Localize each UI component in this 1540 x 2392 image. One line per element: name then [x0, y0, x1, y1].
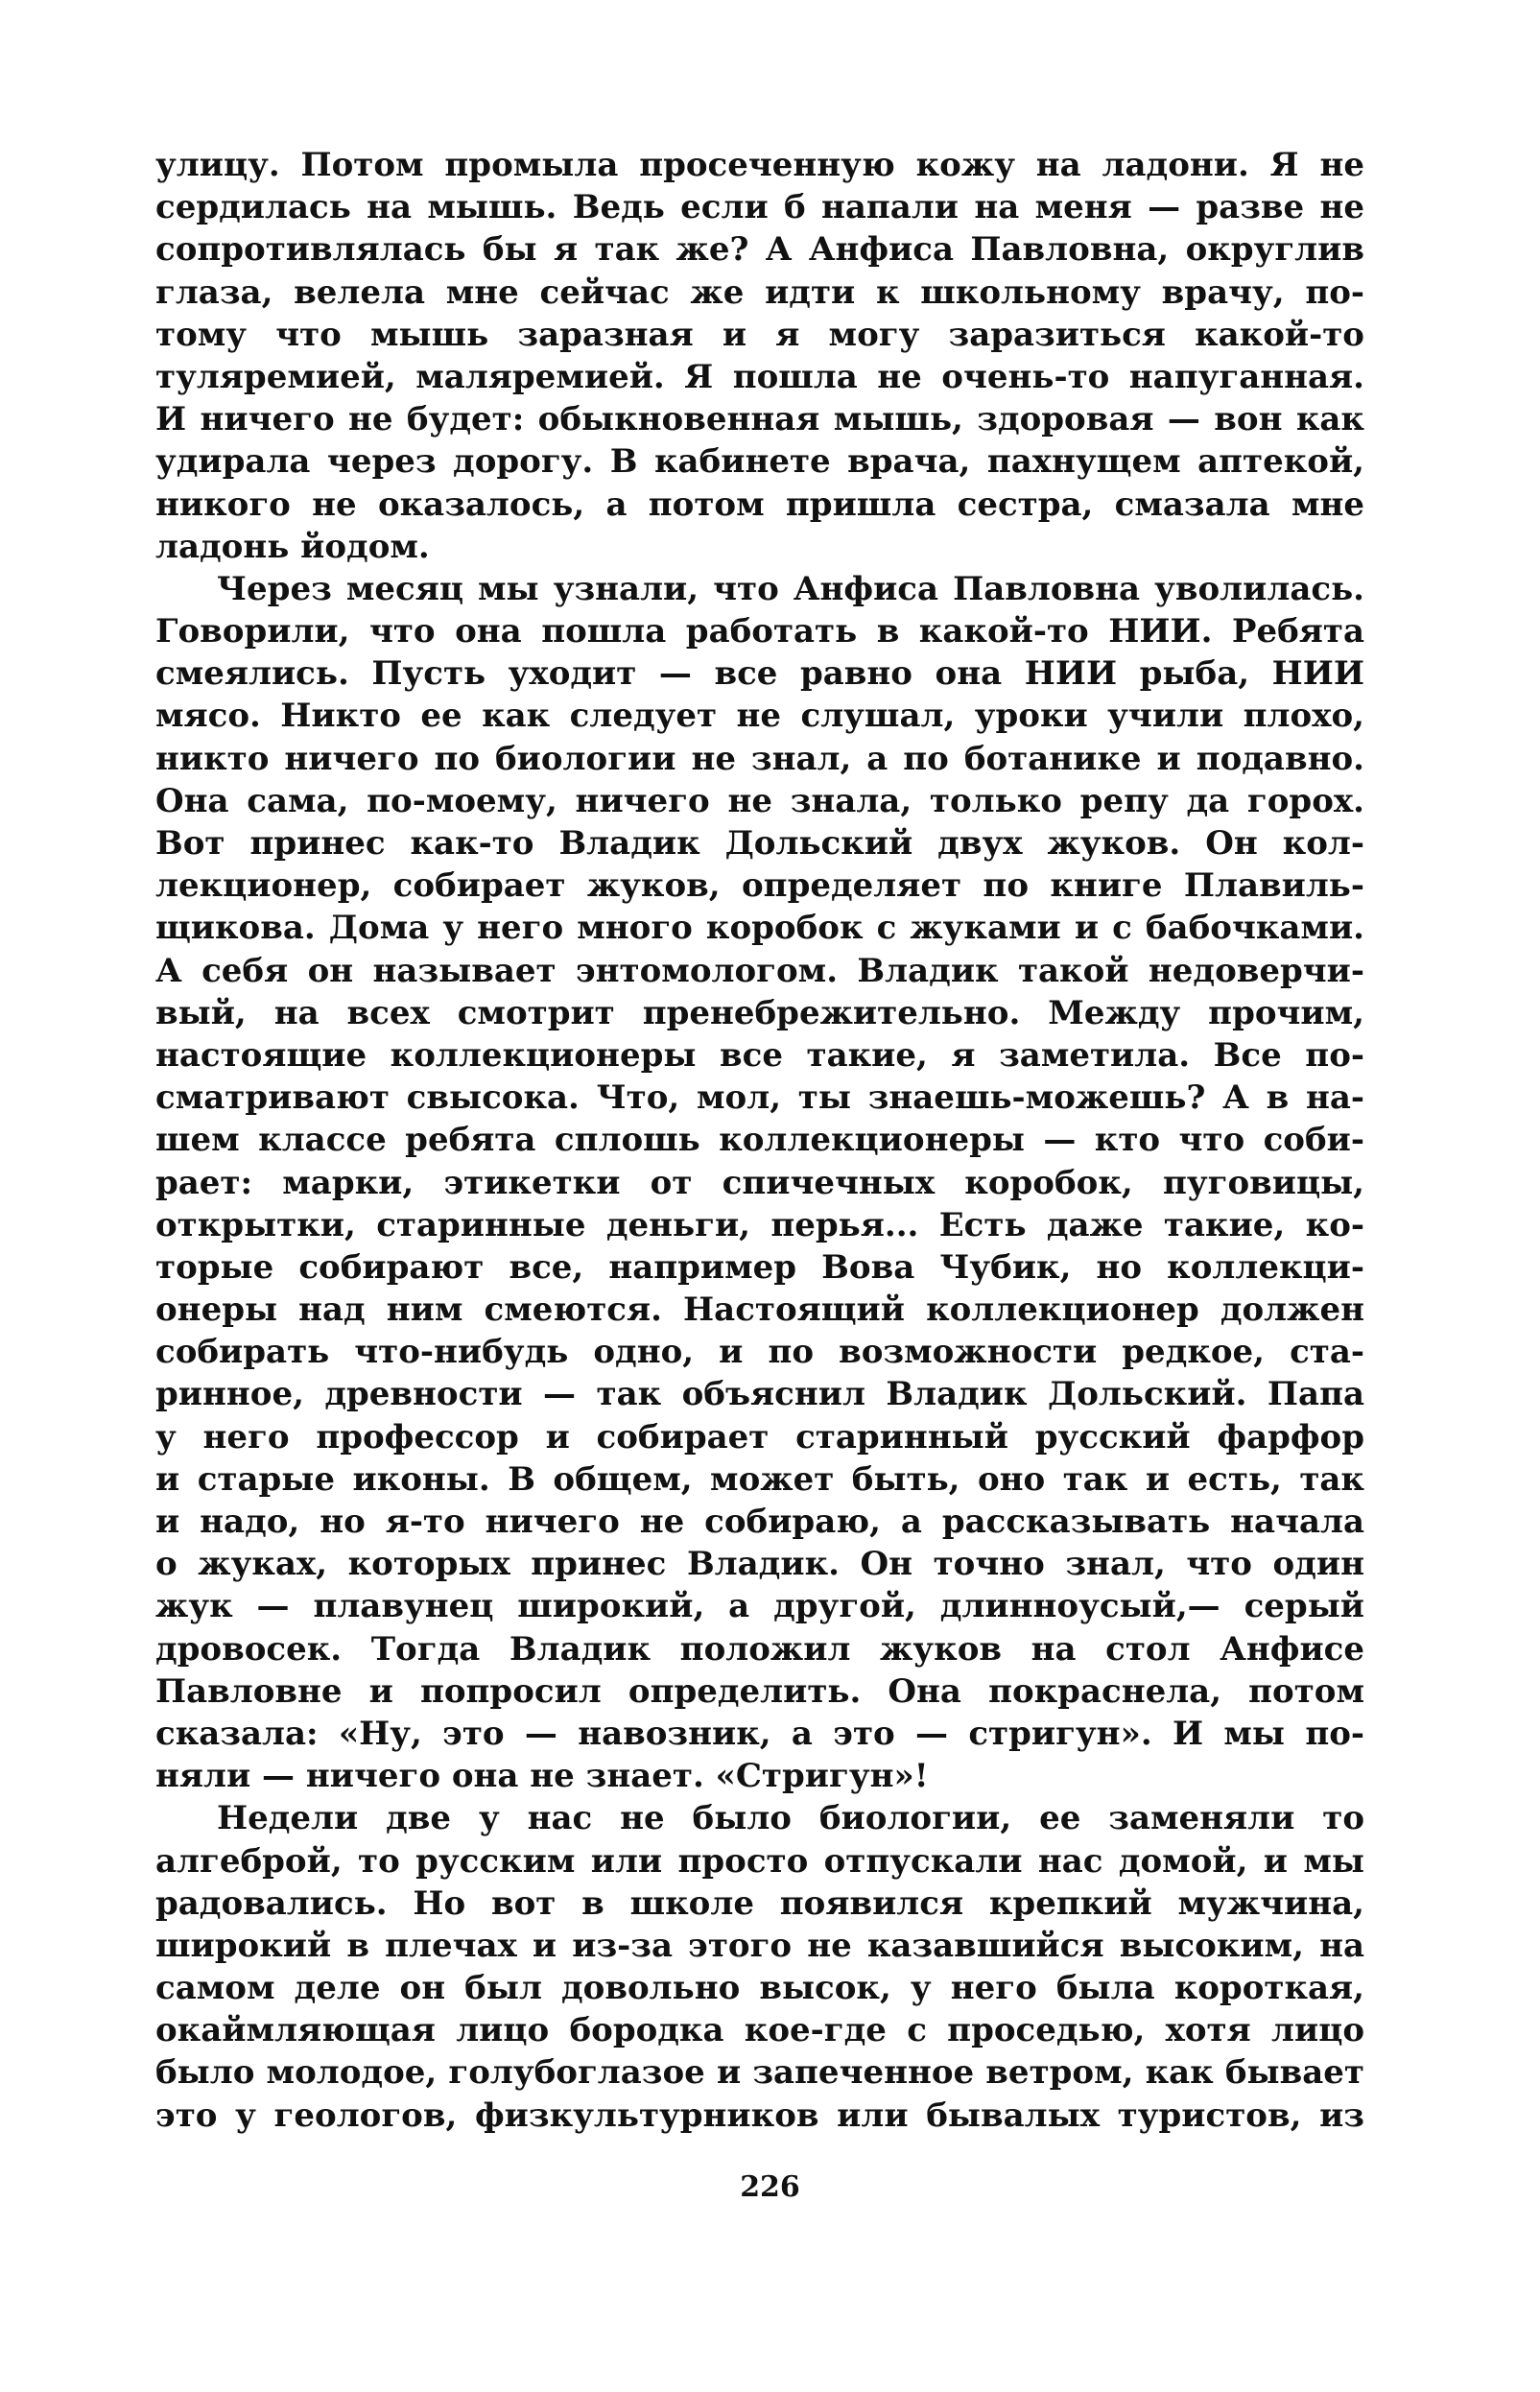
text-line: ринное, древности — так объяснил Владик Дольский. Папа: [155, 1375, 1364, 1414]
text-line: собирать что-нибудь одно, и по возможности редкое, ста-: [155, 1333, 1364, 1372]
text-line: настоящие коллекционеры все такие, я заметила. Все по-: [155, 1035, 1364, 1075]
text-line: вый, на всех смотрит пренебрежительно. Между прочим,: [155, 993, 1364, 1032]
page-number: 226: [740, 2170, 800, 2204]
paragraph-start-line: Недели две у нас не было биологии, ее заменяли то: [217, 1799, 1364, 1838]
text-line: лекционер, собирает жуков, определяет по книге Плавиль-: [155, 866, 1364, 906]
text-line: никого не оказалось, а потом пришла сестра, смазала мне: [155, 485, 1364, 524]
text-line: Вот принес как-то Владик Дольский двух жуков. Он кол-: [155, 824, 1364, 863]
text-line: А себя он называет энтомологом. Владик такой недоверчи-: [155, 951, 1364, 990]
text-line: радовались. Но вот в школе появился крепкий мужчина,: [155, 1883, 1364, 1923]
text-line: улицу. Потом промыла просеченную кожу на ладони. Я не: [155, 146, 1364, 184]
body-text: [155, 144, 1364, 2137]
text-line: у него профессор и собирает старинный русский фарфор: [155, 1417, 1364, 1457]
text-line: шем классе ребята сплошь коллекционеры — кто что соби-: [155, 1121, 1364, 1160]
text-line: Павловне и попросил определить. Она покраснела, потом: [155, 1671, 1364, 1711]
text-line: ладонь йодом.: [155, 527, 430, 566]
text-line: туляремией, маляремией. Я пошла не очень-то напуганная.: [155, 357, 1364, 396]
text-line: сердилась на мышь. Ведь если б напали на меня — разве не: [155, 188, 1364, 227]
text-line: алгеброй, то русским или просто отпускали нас домой, и мы: [155, 1841, 1364, 1881]
text-line: мясо. Никто ее как следует не слушал, уроки учили плохо,: [155, 697, 1364, 736]
text-line: и надо, но я-то ничего не собираю, а рассказывать начала: [155, 1503, 1364, 1541]
text-line: торые собирают все, например Вова Чубик, но коллекци-: [155, 1247, 1364, 1287]
text-line: смеялись. Пусть уходит — все равно она НИИ рыба, НИИ: [155, 654, 1364, 694]
text-line: глаза, велела мне сейчас же идти к школьному врачу, по-: [155, 272, 1364, 312]
text-line: окаймляющая лицо бородка кое-где с проседью, хотя лицо: [155, 2011, 1364, 2050]
text-line: дровосек. Тогда Владик положил жуков на стол Анфисе: [155, 1629, 1364, 1669]
text-line: Она сама, по-моему, ничего не знала, только репу да горох.: [155, 781, 1364, 820]
paragraph-start-line: Через месяц мы узнали, что Анфиса Павловна уволилась.: [217, 569, 1364, 608]
text-line: о жуках, которых принес Владик. Он точно знал, что один: [155, 1545, 1364, 1584]
text-line: удирала через дорогу. В кабинете врача, пахнущем аптекой,: [155, 442, 1364, 482]
text-line: никто ничего по биологии не знал, а по ботанике и подавно.: [155, 739, 1364, 778]
text-line: сматривают свысока. Что, мол, ты знаешь-можешь? А в на-: [155, 1078, 1364, 1118]
text-line: И ничего не будет: обыкновенная мышь, здоровая — вон как: [155, 400, 1364, 439]
text-line: тому что мышь заразная и я могу заразиться какой-то: [155, 315, 1364, 354]
text-line: сказала: «Ну, это — навозник, а это — стригун». И мы по-: [155, 1714, 1364, 1753]
text-line: и старые иконы. В общем, может быть, оно так и есть, так: [155, 1459, 1364, 1499]
text-line: открытки, старинные деньги, перья... Есть даже такие, ко-: [155, 1205, 1364, 1244]
text-line: Говорили, что она пошла работать в какой-то НИИ. Ребята: [155, 612, 1364, 651]
text-line: сопротивлялась бы я так же? А Анфиса Павловна, округлив: [155, 230, 1364, 270]
text-line: широкий в плечах и из-за этого не казавшийся высоким, на: [155, 1926, 1364, 1965]
text-line: жук — плавунец широкий, а другой, длинноусый,— серый: [155, 1587, 1364, 1626]
text-line: щикова. Дома у него много коробок с жуками и с бабочками.: [155, 909, 1364, 948]
text-line: было молодое, голубоглазое и запеченное ветром, как бывает: [155, 2053, 1364, 2093]
text-line: рает: марки, этикетки от спичечных коробок, пуговицы,: [155, 1163, 1364, 1202]
text-line: самом деле он был довольно высок, у него была короткая,: [155, 1969, 1364, 2008]
text-line: няли — ничего она не знает. «Стригун»!: [155, 1757, 929, 1796]
text-line: онеры над ним смеются. Настоящий коллекционер должен: [155, 1291, 1364, 1330]
text-line: это у геологов, физкультурников или бывалых туристов, из: [155, 2096, 1364, 2135]
